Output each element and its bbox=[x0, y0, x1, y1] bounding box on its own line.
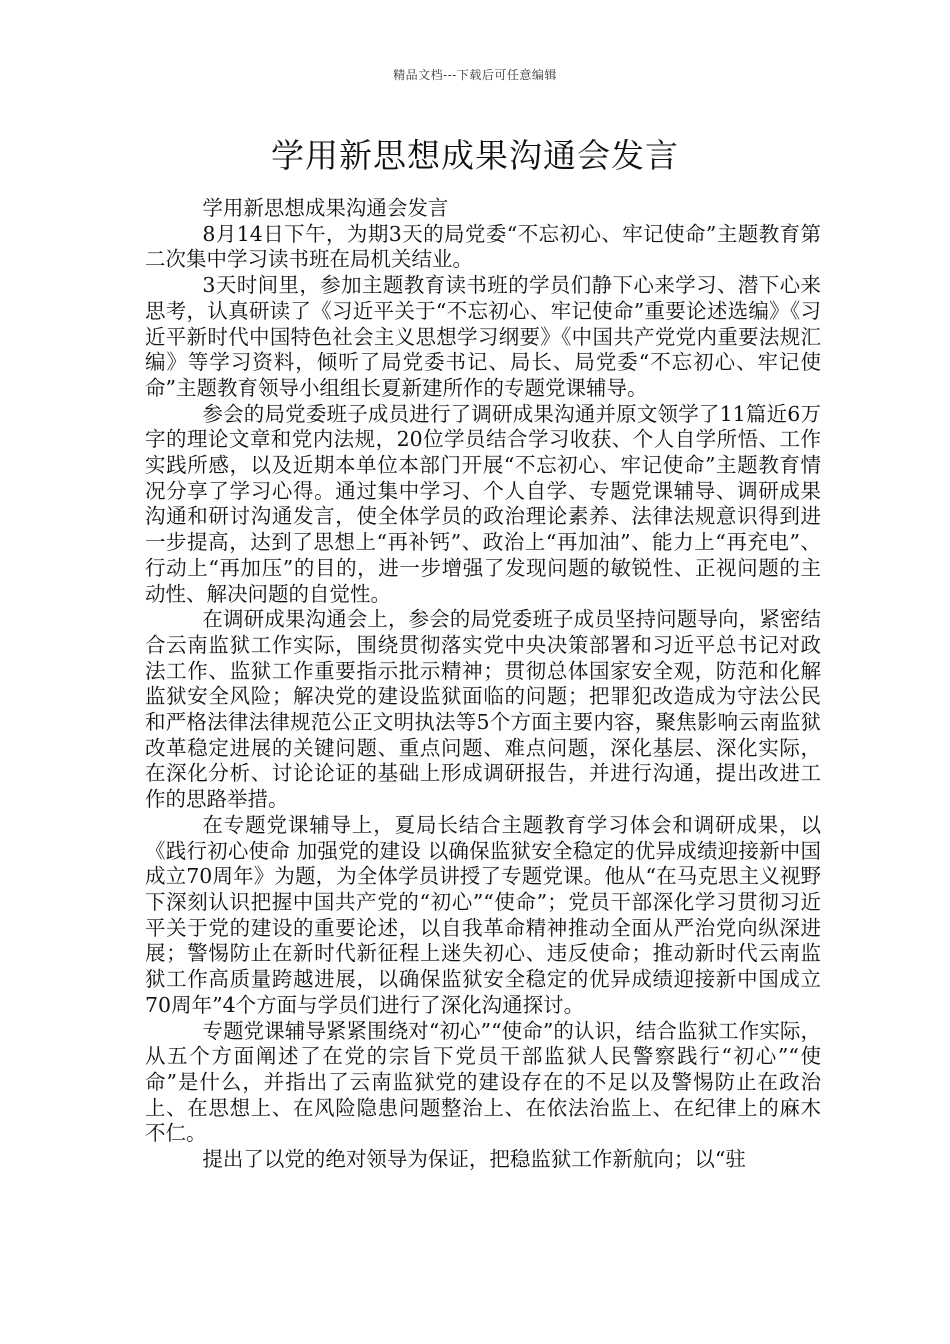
paragraph: 提出了以党的绝对领导为保证，把稳监狱工作新航向；以“驻 bbox=[202, 1147, 746, 1172]
paragraph: 8月14日下午，为期3天的局党委“不忘初心、牢记使命”主题教育第二次集中学习读书班在局机关结业。 bbox=[145, 221, 821, 272]
paragraph: 学用新思想成果沟通会发言 bbox=[202, 196, 449, 220]
paragraph: 专题党课辅导紧紧围绕对“初心”“使命”的认识，结合监狱工作实际，从五个方面阐述了在党的宗旨下党员干部监狱人民警察践行“初心”“使命”是什么，并指出了云南监狱党的建设存在的不足以及警惕防止在政治上、在思想上、在风险隐患问题整治上、在依法治监上、在纪律上的麻木不仁。 bbox=[145, 1018, 821, 1146]
paragraph: 在专题党课辅导上，夏局长结合主题教育学习体会和调研成果，以《践行初心使命 加强党的建设 以确保监狱安全稳定的优异成绩迎接新中国成立70周年》为题，为全体学员讲授了专题党课。他从“在马克思主义视野下深刻认识把握中国共产党的“初心”“使命”；党员干部深化学习贯彻习近平关于党的建设的重要论述，以自我革命精神推动全面从严治党向纵深进展；警惕防止在新时代新征程上迷失初心、违反使命；推动新时代云南监狱工作高质量跨越进展，以确保监狱安全稳定的优异成绩迎接新中国成立70周年”4个方面与学员们进行了深化沟通探讨。 bbox=[145, 812, 821, 1017]
document-body bbox=[145, 196, 821, 1173]
header-note: 精品文档---下载后可任意编辑 bbox=[393, 68, 557, 82]
paragraph: 参会的局党委班子成员进行了调研成果沟通并原文领学了11篇近6万字的理论文章和党内法规，20位学员结合学习收获、个人自学所悟、工作实践所感，以及近期本单位本部门开展“不忘初心、牢记使命”主题教育情况分享了学习心得。通过集中学习、个人自学、专题党课辅导、调研成果沟通和研讨沟通发言，使全体学员的政治理论素养、法律法规意识得到进一步提高，达到了思想上“再补钙”、政治上“再加油”、能力上“再充电”、行动上“再加压”的目的，进一步增强了发现问题的敏锐性、正视问题的主动性、解决问题的自觉性。 bbox=[145, 401, 821, 606]
paragraph: 3天时间里，参加主题教育读书班的学员们静下心来学习、潜下心来思考，认真研读了《习近平关于“不忘初心、牢记使命”重要论述选编》《习近平新时代中国特色社会主义思想学习纲要》《中国共产党党内重要法规汇编》等学习资料，倾听了局党委书记、局长、局党委“不忘初心、牢记使命”主题教育领导小组组长夏新建所作的专题党课辅导。 bbox=[145, 273, 821, 400]
paragraph: 在调研成果沟通会上，参会的局党委班子成员坚持问题导向，紧密结合云南监狱工作实际，围绕贯彻落实党中央决策部署和习近平总书记对政法工作、监狱工作重要指示批示精神；贯彻总体国家安全观，防范和化解监狱安全风险；解决党的建设监狱面临的问题；把罪犯改造成为守法公民和严格法律法律规范公正文明执法等5个方面主要内容，聚焦影响云南监狱改革稳定进展的关键问题、重点问题、难点问题，深化基层、深化实际，在深化分析、讨论论证的基础上形成调研报告，并进行沟通，提出改进工作的思路举措。 bbox=[145, 607, 821, 812]
document-title: 学用新思想成果沟通会发言 bbox=[271, 136, 679, 175]
